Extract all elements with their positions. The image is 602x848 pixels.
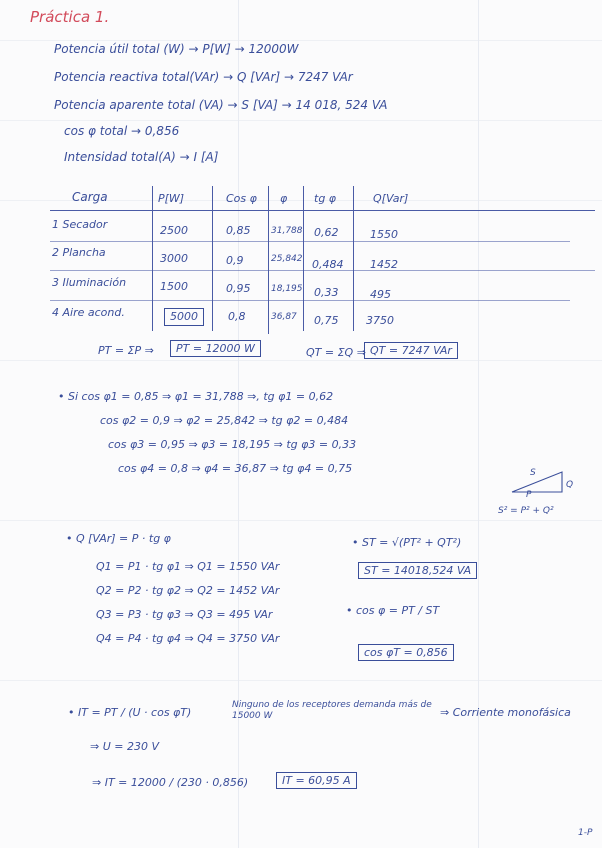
table-cell: 0,9 bbox=[226, 254, 244, 267]
angle-line-3: cos φ3 = 0,95 ⇒ φ3 = 18,195 ⇒ tg φ3 = 0,33 bbox=[108, 438, 357, 451]
page-number: 1-P bbox=[578, 828, 593, 838]
reactive-q4: Q4 = P4 · tg φ4 ⇒ Q4 = 3750 VAr bbox=[96, 632, 280, 645]
current-calc: ⇒ IT = 12000 / (230 · 0,856) bbox=[92, 776, 249, 789]
summary-line-apparent: Potencia aparente total (VA) → S [VA] → 14 018, 524 VA bbox=[54, 98, 388, 112]
table-header-rule bbox=[50, 210, 595, 211]
table-cell: 2 Plancha bbox=[52, 246, 106, 259]
table-cell: 2500 bbox=[160, 224, 188, 237]
margin-line bbox=[478, 0, 479, 848]
cos-formula: • cos φ = PT / ST bbox=[346, 604, 440, 617]
triangle-formula: S² = P² + Q² bbox=[498, 506, 554, 516]
triangle-label-s: S bbox=[530, 468, 536, 478]
cos-result: cos φT = 0,856 bbox=[358, 644, 454, 661]
table-cell: 0,484 bbox=[312, 258, 344, 271]
summary-line-cos: cos φ total → 0,856 bbox=[64, 124, 180, 138]
table-cell: 1452 bbox=[370, 258, 398, 271]
table-divider bbox=[268, 186, 269, 334]
table-cell: 4 Aire acond. bbox=[52, 306, 125, 319]
table-cell: 1500 bbox=[160, 280, 188, 293]
table-row-rule bbox=[50, 241, 570, 242]
table-cell: 3 Iluminación bbox=[52, 276, 127, 289]
ruling-line bbox=[0, 680, 602, 681]
triangle-label-p: P bbox=[526, 490, 532, 500]
ruling-line bbox=[0, 360, 602, 361]
table-divider bbox=[152, 186, 153, 331]
table-cell: 0,62 bbox=[314, 226, 339, 239]
table-header-cell: Cos φ bbox=[226, 192, 257, 205]
table-cell: 25,842 bbox=[271, 254, 303, 264]
table-header-cell: φ bbox=[280, 192, 288, 205]
summary-line-current: Intensidad total(A) → I [A] bbox=[64, 150, 219, 164]
reactive-q1: Q1 = P1 · tg φ1 ⇒ Q1 = 1550 VAr bbox=[96, 560, 280, 573]
table-cell: 495 bbox=[370, 288, 391, 301]
table-cell: 31,788 bbox=[271, 226, 303, 236]
summary-line-reactive: Potencia reactiva total(VAr) → Q [VAr] → 7247 VAr bbox=[54, 70, 353, 84]
angle-line-1: • Si cos φ1 = 0,85 ⇒ φ1 = 31,788 ⇒, tg φ1 = 0,62 bbox=[58, 390, 334, 403]
summary-line-power: Potencia útil total (W) → P[W] → 12000W bbox=[54, 42, 299, 56]
ruling-line bbox=[0, 40, 602, 41]
current-note: Ninguno de los receptores demanda más de 15000 W bbox=[232, 700, 432, 721]
table-divider bbox=[303, 186, 304, 331]
qt-result: QT = 7247 VAr bbox=[364, 342, 458, 359]
table-cell: 3000 bbox=[160, 252, 188, 265]
triangle-label-q: Q bbox=[566, 480, 574, 490]
table-divider bbox=[212, 186, 213, 331]
current-type: ⇒ Corriente monofásica bbox=[440, 706, 571, 719]
table-cell: 0,8 bbox=[228, 310, 246, 323]
reactive-q3: Q3 = P3 · tg φ3 ⇒ Q3 = 495 VAr bbox=[96, 608, 273, 621]
reactive-formula: • Q [VAr] = P · tg φ bbox=[66, 532, 171, 545]
angle-line-2: cos φ2 = 0,9 ⇒ φ2 = 25,842 ⇒ tg φ2 = 0,484 bbox=[100, 414, 349, 427]
table-header-cell: P[W] bbox=[158, 192, 185, 205]
qt-formula: QT = ΣQ ⇒ bbox=[306, 346, 366, 359]
table-cell: 1550 bbox=[370, 228, 398, 241]
table-header-cell: Carga bbox=[72, 190, 108, 204]
table-cell: 0,33 bbox=[314, 286, 339, 299]
table-header-cell: Q[Var] bbox=[373, 192, 409, 205]
table-cell: 3750 bbox=[366, 314, 394, 327]
table-cell: 0,85 bbox=[226, 224, 251, 237]
angle-line-4: cos φ4 = 0,8 ⇒ φ4 = 36,87 ⇒ tg φ4 = 0,75 bbox=[118, 462, 353, 475]
table-cell: 36,87 bbox=[271, 312, 297, 322]
table-cell: 0,95 bbox=[226, 282, 251, 295]
pt-result: PT = 12000 W bbox=[170, 340, 261, 357]
table-cell: 5000 bbox=[164, 308, 204, 326]
ruling-line bbox=[0, 120, 602, 121]
table-header-cell: tg φ bbox=[314, 192, 337, 205]
reactive-q2: Q2 = P2 · tg φ2 ⇒ Q2 = 1452 VAr bbox=[96, 584, 280, 597]
apparent-result: ST = 14018,524 VA bbox=[358, 562, 477, 579]
current-formula: • IT = PT / (U · cos φT) bbox=[68, 706, 192, 719]
apparent-formula: • ST = √(PT² + QT²) bbox=[352, 536, 462, 549]
voltage-value: ⇒ U = 230 V bbox=[90, 740, 159, 753]
table-divider bbox=[353, 186, 354, 331]
page-title: Práctica 1. bbox=[30, 8, 110, 26]
table-row-rule bbox=[50, 300, 570, 301]
current-result: IT = 60,95 A bbox=[276, 772, 357, 789]
table-cell: 1 Secador bbox=[52, 218, 108, 231]
table-cell: 0,75 bbox=[314, 314, 339, 327]
ruling-line bbox=[0, 520, 602, 521]
table-cell: 18,195 bbox=[271, 284, 303, 294]
pt-formula: PT = ΣP ⇒ bbox=[98, 344, 154, 357]
